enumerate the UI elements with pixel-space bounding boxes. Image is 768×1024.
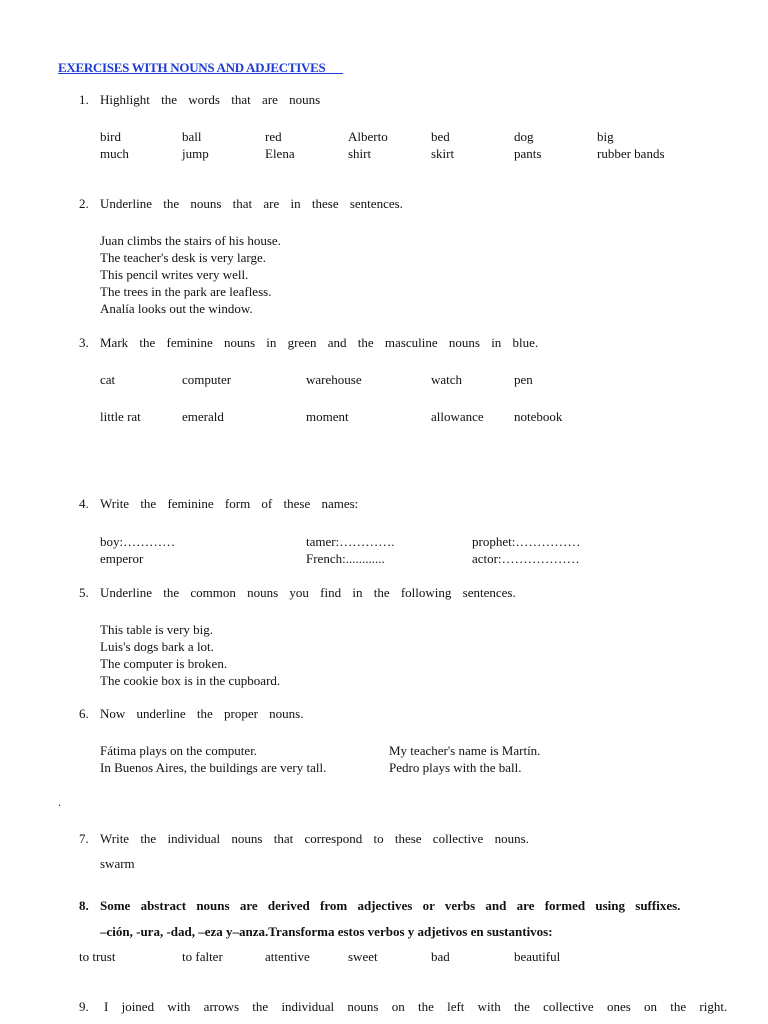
q1-word: shirt xyxy=(348,146,372,161)
q3-word: computer xyxy=(182,372,232,387)
q4-instruction: Write the feminine form of these names: xyxy=(100,496,359,511)
q2-sentence: The trees in the park are leafless. xyxy=(100,284,272,299)
q9-instruction: I joined with arrows the individual nouns on the left with the collective ones on the right. xyxy=(104,999,728,1014)
q1-word: ball xyxy=(182,129,202,144)
q9-number: 9. xyxy=(79,999,89,1014)
q8-word: to falter xyxy=(182,949,223,964)
q1-word: Alberto xyxy=(348,129,388,144)
q2-number: 2. xyxy=(79,196,89,211)
q1-word: pants xyxy=(514,146,542,161)
q1-instruction: Highlight the words that are nouns xyxy=(100,92,321,107)
q8-instruction-suffixes: –ción, -ura, -dad, –eza y–anza.Transforma estos verbos y adjetivos en sustantivos: xyxy=(100,924,553,939)
q2-sentence: The teacher's desk is very large. xyxy=(100,250,266,265)
q3-word: emerald xyxy=(182,409,224,424)
q5-sentence: The computer is broken. xyxy=(100,656,228,671)
q2-instruction: Underline the nouns that are in these sentences. xyxy=(100,196,403,211)
stray-dot: . xyxy=(58,795,61,809)
q7-word: swarm xyxy=(100,856,135,871)
q1-word: bed xyxy=(431,129,450,144)
q6-number: 6. xyxy=(79,706,89,721)
q3-instruction: Mark the feminine nouns in green and the masculine nouns in blue. xyxy=(100,335,539,350)
q8-word: sweet xyxy=(348,949,378,964)
q1-number: 1. xyxy=(79,92,89,107)
q8-word: beautiful xyxy=(514,949,561,964)
q4-blank: French:............ xyxy=(306,551,385,566)
q3-word: allowance xyxy=(431,409,484,424)
q1-word: rubber bands xyxy=(597,146,665,161)
page-title: EXERCISES WITH NOUNS AND ADJECTIVES xyxy=(58,60,326,75)
q2-sentence: This pencil writes very well. xyxy=(100,267,249,282)
q1-word: Elena xyxy=(265,146,295,161)
q1-word: red xyxy=(265,129,282,144)
q7-instruction: Write the individual nouns that correspond to these collective nouns. xyxy=(100,831,529,846)
q1-word: jump xyxy=(182,146,209,161)
q1-word: dog xyxy=(514,129,534,144)
q6-sentence: Pedro plays with the ball. xyxy=(389,760,522,775)
q4-blank: actor:……………… xyxy=(472,551,580,566)
q2-sentence: Juan climbs the stairs of his house. xyxy=(100,233,281,248)
q5-sentence: Luis's dogs bark a lot. xyxy=(100,639,214,654)
q3-word: cat xyxy=(100,372,116,387)
q5-instruction: Underline the common nouns you find in the following sentences. xyxy=(100,585,516,600)
q3-word: notebook xyxy=(514,409,563,424)
q4-blank: prophet:…………… xyxy=(472,534,581,549)
q1-word: big xyxy=(597,129,614,144)
q6-instruction: Now underline the proper nouns. xyxy=(100,706,304,721)
q3-word: warehouse xyxy=(306,372,362,387)
q1-word: bird xyxy=(100,129,121,144)
q3-number: 3. xyxy=(79,335,89,350)
q3-word: moment xyxy=(306,409,349,424)
q6-sentence: In Buenos Aires, the buildings are very tall. xyxy=(100,760,327,775)
q4-blank: emperor xyxy=(100,551,144,566)
q2-sentence: Analía looks out the window. xyxy=(100,301,253,316)
q5-sentence: This table is very big. xyxy=(100,622,214,637)
q6-sentence: Fátima plays on the computer. xyxy=(100,743,258,758)
q3-word: pen xyxy=(514,372,533,387)
q5-sentence: The cookie box is in the cupboard. xyxy=(100,673,281,688)
q1-word: much xyxy=(100,146,129,161)
q3-word: little rat xyxy=(100,409,141,424)
q1-word: skirt xyxy=(431,146,455,161)
q8-instruction: Some abstract nouns are derived from adjectives or verbs and are formed using suffixes. xyxy=(100,898,681,913)
q8-word: bad xyxy=(431,949,450,964)
q4-blank: tamer:…………. xyxy=(306,534,395,549)
q6-sentence: My teacher's name is Martín. xyxy=(389,743,541,758)
q5-number: 5. xyxy=(79,585,89,600)
q8-number: 8. xyxy=(79,898,89,913)
q8-word: to trust xyxy=(79,949,116,964)
q8-word: attentive xyxy=(265,949,310,964)
q7-number: 7. xyxy=(79,831,89,846)
q4-blank: boy:………… xyxy=(100,534,176,549)
q3-word: watch xyxy=(431,372,463,387)
q4-number: 4. xyxy=(79,496,89,511)
